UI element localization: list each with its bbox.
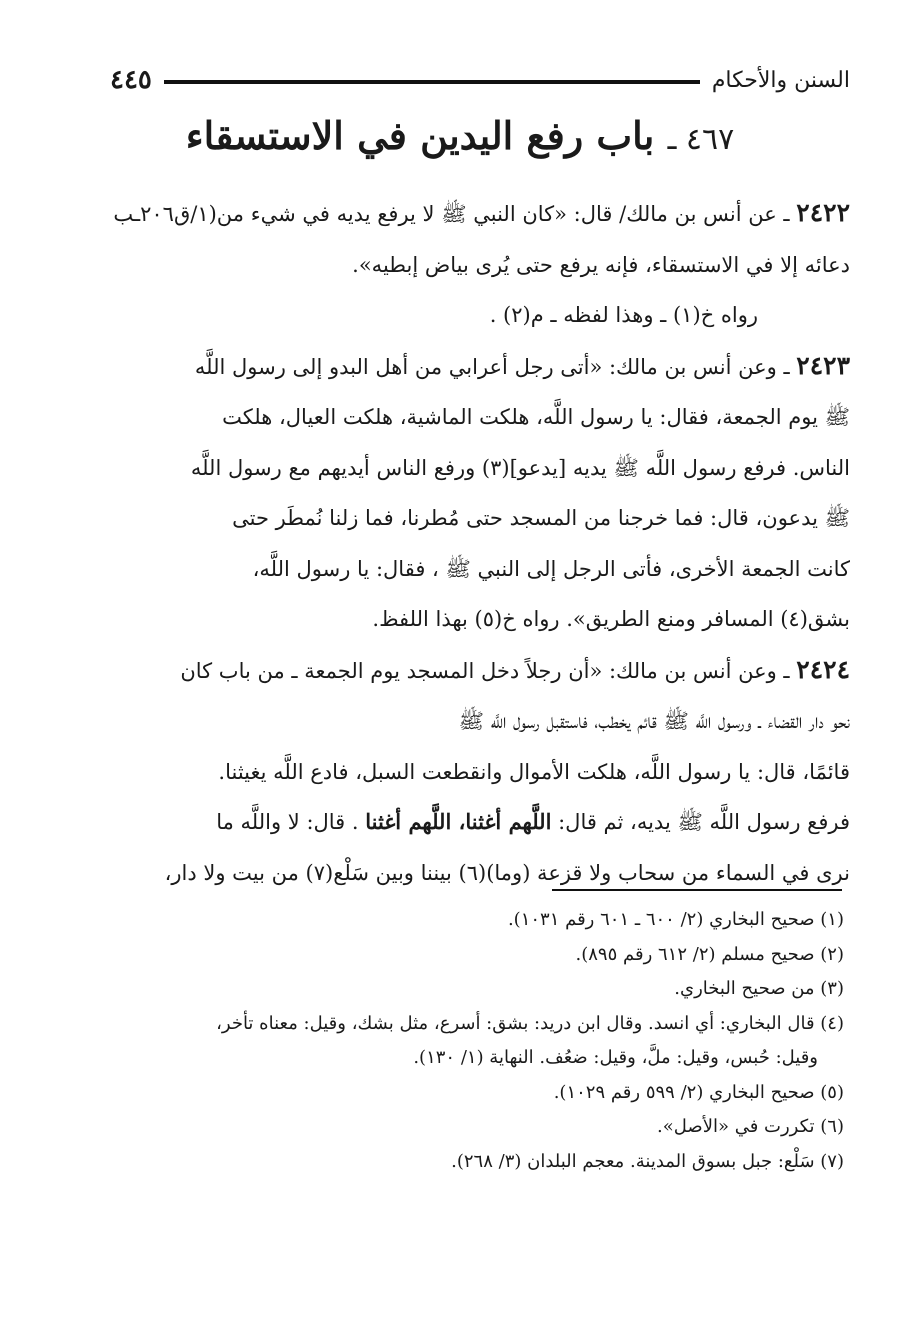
hadith-number: ٢٤٢٣ [796,350,850,380]
hadith-line: نحو دار القضاء ـ ورسول اللَّه ﷺ قائم يخطب، فاستقبل رسول اللَّه ﷺ [458,709,850,733]
chapter-number: ٤٦٧ ـ [667,122,735,157]
running-title: السنن والأحكام [711,67,850,93]
hadith-number: ٢٤٢٢ [796,198,850,227]
hadith-line: قائمًا، قال: يا رسول اللَّه، هلكت الأموال وانقطعت السبل، فادع اللَّه يغيثنا. [218,759,850,784]
footnote-rule [552,889,842,891]
hadith-line: ﷺ يدعون، قال: فما خرجنا من المسجد حتى مُطرنا، فما زلنا نُمطَر حتى [232,506,850,530]
footnote: (٥) صحيح البخاري (٢/ ٥٩٩ رقم ١٠٢٩). [553,1081,844,1103]
page-number: ٤٤٥ [110,65,152,95]
hadith-line: الناس. فرفع رسول اللَّه ﷺ يديه [يدعو](٣) ورفع الناس أيديهم مع رسول اللَّه [190,455,850,480]
header-rule [164,80,700,84]
hadith-line: بشق(٤) المسافر ومنع الطريق». رواه خ(٥) بهذا اللفظ. [372,607,850,631]
chapter-heading [60,112,860,164]
main-text [40,188,850,898]
hadith-line: رواه خ(١) ـ وهذا لفظه ـ م(٢) . [489,303,758,327]
footnote: (٢) صحيح مسلم (٢/ ٦١٢ رقم ٨٩٥). [575,943,844,965]
footnote: (٣) من صحيح البخاري. [674,978,844,999]
page-header [110,60,850,100]
footnote: (٤) قال البخاري: أي انسد. وقال ابن دريد: بشق: أسرع، مثل بشك، وقيل: معناه تأخر، [216,1012,844,1034]
footnote-continuation: وقيل: حُبس، وقيل: ملَّ، وقيل: ضعُف. النهاية (١/ ١٣٠). [413,1047,818,1068]
footnote: (٧) سَلْع: جبل بسوق المدينة. معجم البلدان (٣/ ٢٦٨). [451,1150,844,1172]
hadith-number: ٢٤٢٤ [796,654,850,684]
hadith-line: فرفع رسول اللَّه ﷺ يديه، ثم قال: اللَّهم أغثنا، اللَّهم أغثنا . قال: لا واللَّه ما [216,809,850,834]
hadith-line: ﷺ يوم الجمعة، فقال: يا رسول اللَّه، هلكت الماشية، هلكت العيال، هلكت [222,405,850,429]
supplication-text: اللَّهم أغثنا، اللَّهم أغثنا [365,809,552,834]
hadith-line: ٢٤٢٢ ـ عن أنس بن مالك/ قال: «كان النبي ﷺ لا يرفع يديه في شيء من(١/ق٢٠٦ـب [113,198,850,227]
hadith-line: كانت الجمعة الأخرى، فأتى الرجل إلى النبي ﷺ ، فقال: يا رسول اللَّه، [252,556,850,581]
hadith-line: ٢٤٢٣ ـ وعن أنس بن مالك: «أتى رجل أعرابي من أهل البدو إلى رسول اللَّه [194,350,850,380]
footnotes [60,903,844,1179]
footnote: (١) صحيح البخاري (٢/ ٦٠٠ ـ ٦٠١ رقم ١٠٣١). [507,909,844,930]
footnote: (٦) تكررت في «الأصل». [657,1116,844,1137]
chapter-title: باب رفع اليدين في الاستسقاء [185,113,655,158]
hadith-line: نرى في السماء من سحاب ولا قزعة (وما)(٦) بيننا وبين سَلْع(٧) من بيت ولا دار، [164,860,850,885]
hadith-line: دعائه إلا في الاستسقاء، فإنه يرفع حتى يُرى بياض إبطيه». [352,252,850,277]
hadith-line: ٢٤٢٤ ـ وعن أنس بن مالك: «أن رجلاً دخل المسجد يوم الجمعة ـ من باب كان [180,654,850,684]
